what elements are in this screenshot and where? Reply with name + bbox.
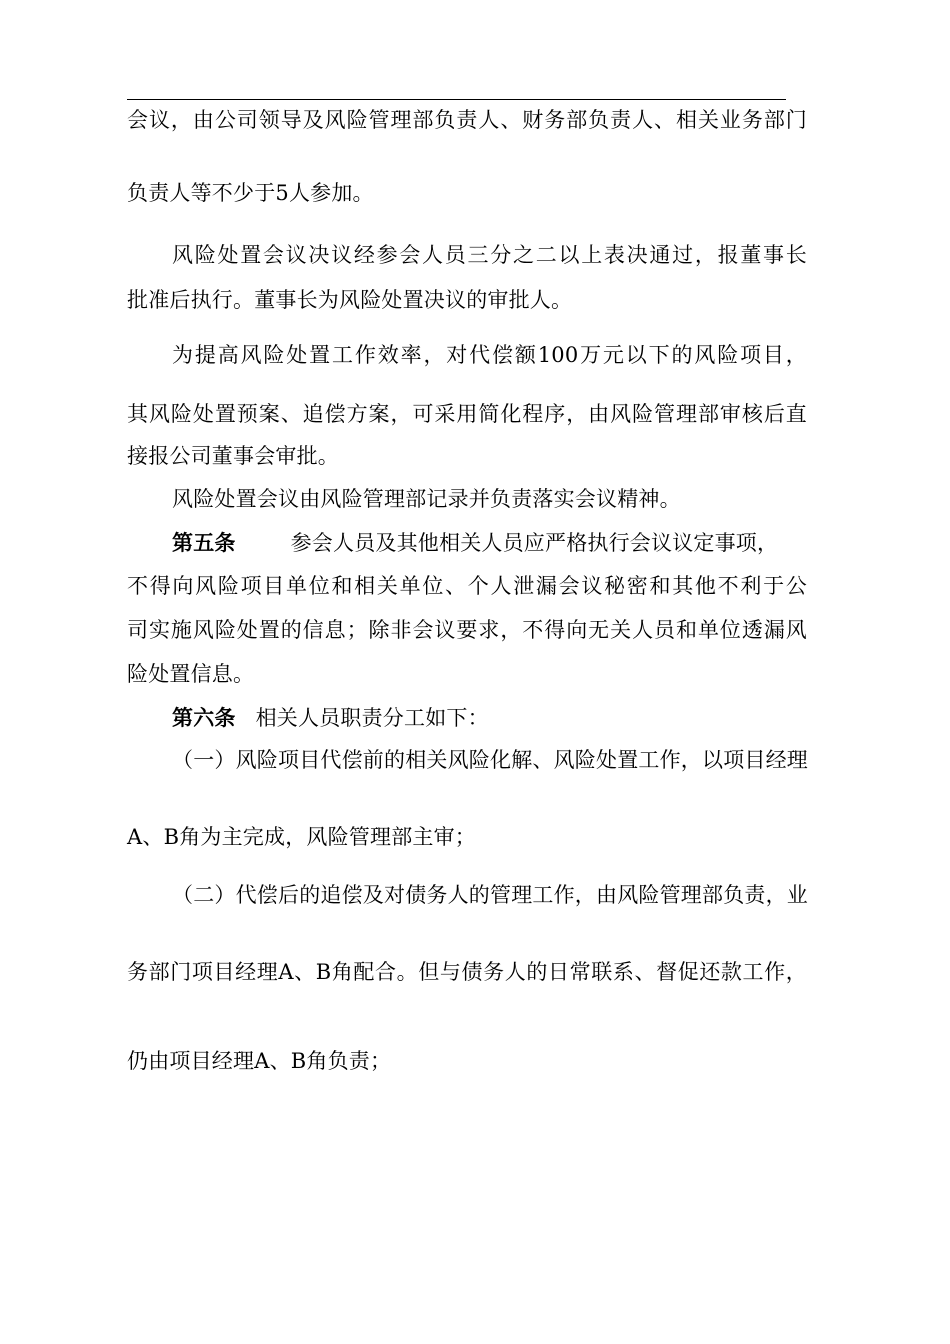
text-line: （一）风险项目代偿前的相关风险化解、风险处置工作，以项目经理 [172, 748, 808, 772]
text-line: 接报公司董事会审批。 [127, 444, 339, 468]
text-line: 会议，由公司领导及风险管理部负责人、财务部负责人、相关业务部门 [127, 108, 807, 132]
text-line: 参会人员及其他相关人员应严格执行会议议定事项， [290, 531, 779, 555]
article-five-heading: 第五条 [172, 530, 236, 555]
text-line: 仍由项目经理A、B角负责； [127, 1049, 392, 1073]
text-line: 批准后执行。董事长为风险处置决议的审批人。 [127, 288, 573, 312]
text-line: 其风险处置预案、追偿方案，可采用简化程序，由风险管理部审核后直 [127, 402, 807, 426]
text-line: A、B角为主完成，风险管理部主审； [127, 825, 476, 849]
text-line: 为提高风险处置工作效率，对代偿额100万元以下的风险项目， [172, 343, 807, 367]
article-six-heading: 第六条 [172, 705, 236, 730]
text-line: 相关人员职责分工如下： [255, 706, 489, 730]
text-line: 负责人等不少于5人参加。 [127, 181, 374, 205]
text-line: （二）代偿后的追偿及对债务人的管理工作，由风险管理部负责，业 [172, 883, 808, 907]
article-five-line [172, 528, 778, 558]
article-six-line [172, 703, 489, 733]
text-line: 不得向风险项目单位和相关单位、个人泄漏会议秘密和其他不利于公 [127, 574, 807, 598]
text-line: 司实施风险处置的信息；除非会议要求，不得向无关人员和单位透漏风 [127, 618, 807, 642]
text-line: 务部门项目经理A、B角配合。但与债务人的日常联系、督促还款工作， [127, 960, 807, 984]
text-line: 险处置信息。 [127, 662, 255, 686]
text-line: 风险处置会议决议经参会人员三分之二以上表决通过，报董事长 [172, 243, 807, 267]
text-line: 风险处置会议由风险管理部记录并负责落实会议精神。 [172, 487, 681, 511]
header-rule [127, 99, 786, 100]
